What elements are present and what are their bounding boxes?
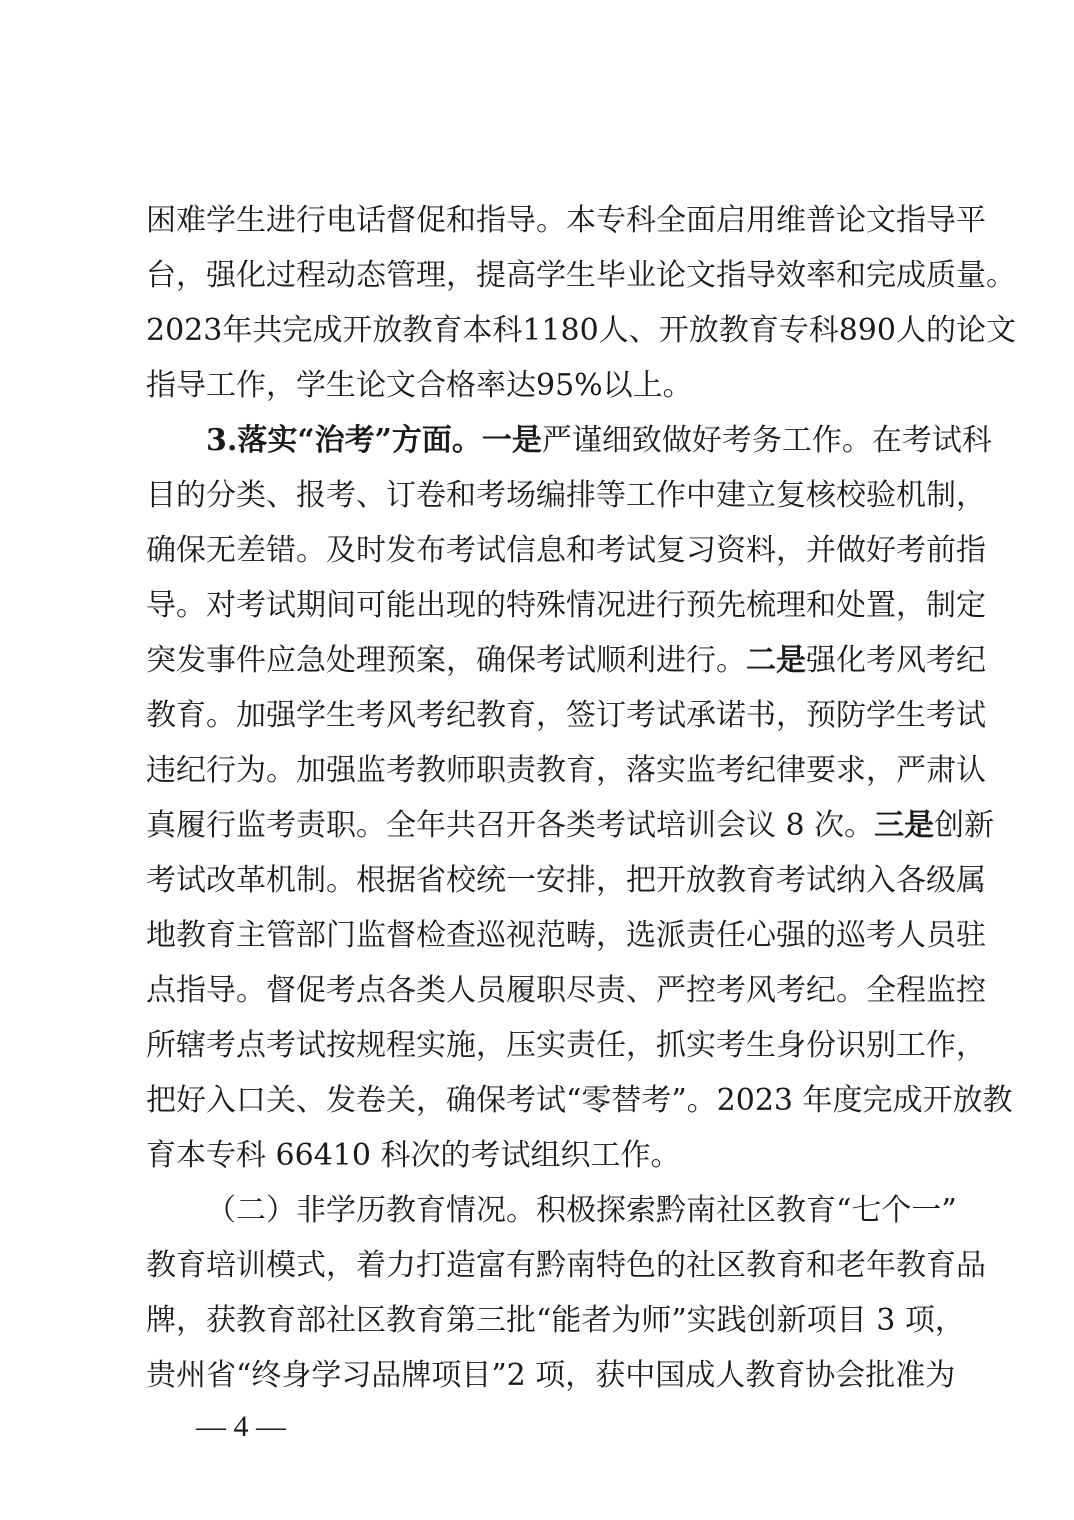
- text-run: 牌，获教育部社区教育第三批“能者为师”实践创新项目 3 项，: [146, 1303, 965, 1338]
- text-run: 导。对考试期间可能出现的特殊情况进行预先梳理和处置，制定: [146, 588, 986, 623]
- text-run: （二）非学历教育情况。积极探索黔南社区教育“七个一”: [206, 1193, 957, 1228]
- page-number: — 4 —: [196, 1410, 286, 1443]
- paragraph-2: [146, 413, 1013, 1183]
- text-run: 教育培训模式，着力打造富有黔南特色的社区教育和老年教育品: [146, 1248, 986, 1283]
- text-line: [146, 633, 986, 688]
- text-line: [146, 248, 1016, 303]
- bold-text-run: 3.落实“治考”方面。: [206, 423, 482, 458]
- text-run: 违纪行为。加强监考教师职责教育，落实监考纪律要求，严肃认: [146, 753, 986, 788]
- document-body: [146, 193, 1016, 1403]
- bold-text-run: 二是: [746, 643, 806, 678]
- text-line: [146, 303, 1016, 358]
- text-run: 目的分类、报考、订卷和考场编排等工作中建立复核校验机制，: [146, 478, 986, 513]
- text-line: [146, 193, 986, 248]
- text-run: 真履行监考责职。全年共召开各类考试培训会议 8 次。: [146, 808, 875, 843]
- text-line: [146, 688, 986, 743]
- text-line: [146, 578, 986, 633]
- text-line: [146, 1018, 986, 1073]
- text-run: 育本专科 66410 科次的考试组织工作。: [146, 1138, 681, 1173]
- text-line: [146, 1183, 957, 1238]
- bold-text-run: 三是: [874, 808, 935, 843]
- text-run: 严谨细致做好考务工作。在考试科: [541, 423, 992, 458]
- paragraph-1: [146, 193, 1016, 413]
- text-line: [146, 743, 986, 798]
- text-line: [146, 1073, 1013, 1128]
- text-run: 突发事件应急处理预案，确保考试顺利进行。: [146, 643, 746, 678]
- text-run: 点指导。督促考点各类人员履职尽责、严控考风考纪。全程监控: [146, 973, 986, 1008]
- text-line: [146, 1348, 956, 1403]
- text-line: [146, 413, 992, 468]
- text-line: [146, 1238, 986, 1293]
- text-run: 指导工作，学生论文合格率达95%以上。: [146, 368, 693, 403]
- text-run: 2023年共完成开放教育本科1180人、开放教育专科890人的论文: [146, 313, 1016, 348]
- text-run: 困难学生进行电话督促和指导。本专科全面启用维普论文指导平: [146, 203, 986, 238]
- text-line: [146, 468, 986, 523]
- text-run: 台，强化过程动态管理，提高学生毕业论文指导效率和完成质量。: [146, 258, 1016, 293]
- text-line: [146, 358, 946, 413]
- text-run: 所辖考点考试按规程实施，压实责任，抓实考生身份识别工作，: [146, 1028, 986, 1063]
- text-run: 地教育主管部门监督检查巡视范畴，选派责任心强的巡考人员驻: [146, 918, 986, 953]
- text-run: 确保无差错。及时发布考试信息和考试复习资料，并做好考前指: [146, 533, 986, 568]
- text-line: [146, 853, 986, 908]
- bold-text-run: 一是: [481, 423, 542, 458]
- text-line: [146, 523, 986, 578]
- text-line: [146, 908, 986, 963]
- paragraph-3: [146, 1183, 986, 1403]
- text-line: [146, 963, 986, 1018]
- text-run: 教育。加强学生考风考纪教育，签订考试承诺书，预防学生考试: [146, 698, 986, 733]
- text-line: [146, 1293, 965, 1348]
- text-run: 把好入口关、发卷关，确保考试“零替考”。2023 年度完成开放教: [146, 1083, 1013, 1118]
- text-run: 创新: [934, 808, 995, 843]
- text-line: [146, 1128, 946, 1183]
- text-run: 贵州省“终身学习品牌项目”2 项，获中国成人教育协会批准为: [146, 1358, 956, 1393]
- text-line: [146, 798, 995, 853]
- text-run: 考试改革机制。根据省校统一安排，把开放教育考试纳入各级属: [146, 863, 986, 898]
- text-run: 强化考风考纪: [806, 643, 986, 678]
